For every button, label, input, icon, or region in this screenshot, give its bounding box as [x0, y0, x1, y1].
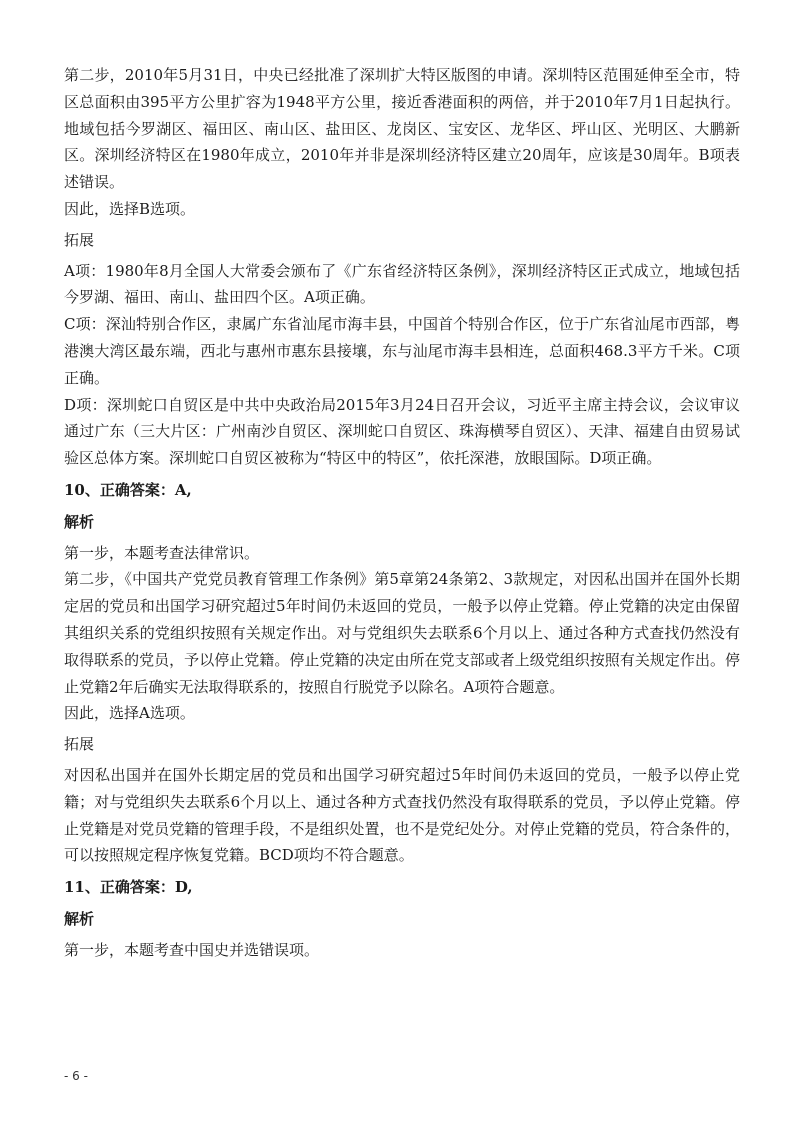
paragraph: D项：深圳蛇口自贸区是中共中央政治局2015年3月24日召开会议，习近平主席主持会议，会议审议通过广东（三大片区：广州南沙自贸区、深圳蛇口自贸区、珠海横琴自贸区）、天津、福建自由贸易试验区总体方案。深圳蛇口自贸区被称为“特区中的特区”，依托深港，放眼国际。D项正确。	[64, 395, 740, 468]
paragraph: 因此，选择A选项。	[64, 704, 195, 723]
paragraph: 第二步，《中国共产党党员教育管理工作条例》第5章第24条第2、3款规定，对因私出国并在国外长期定居的党员和出国学习研究超过5年时间仍未返回的党员，一般予以停止党籍。停止党籍的决定由保留其组织关系的党组织按照有关规定作出。对与党组织失去联系6个月以上、通过各种方式查找仍然没有取得联系的党员，予以停止党籍。停止党籍的决定由所在党支部或者上级党组织按照有关规定作出。停止党籍2年后确实无法取得联系的，按照自行脱党予以除名。A项符合题意。	[64, 570, 740, 696]
section-label: 拓展	[64, 735, 95, 754]
paragraph: 第一步，本题考查中国史并选错误项。	[64, 940, 320, 959]
section-label: 拓展	[64, 230, 95, 249]
section-heading: 解析	[64, 512, 95, 531]
page-number: - 6 -	[64, 1069, 88, 1083]
paragraph: 第二步，2010年5月31日，中央已经批准了深圳扩大特区版图的申请。深圳特区范围延伸至全市，特区总面积由395平方公里扩容为1948平方公里，接近香港面积的两倍，并于2010年7月1日起执行。地域包括今罗湖区、福田区、南山区、盐田区、龙岗区、宝安区、龙华区、坪山区、光明区、大鹏新区。深圳经济特区在1980年成立，2010年并非是深圳经济特区建立20周年，应该是30周年。B项表述错误。	[64, 66, 740, 192]
paragraph: 对因私出国并在国外长期定居的党员和出国学习研究超过5年时间仍未返回的党员，一般予以停止党籍；对与党组织失去联系6个月以上、通过各种方式查找仍然没有取得联系的党员，予以停止党籍。停止党籍是对党员党籍的管理手段，不是组织处置，也不是党纪处分。对停止党籍的党员，符合条件的，可以按照规定程序恢复党籍。BCD项均不符合题意。	[64, 765, 740, 865]
paragraph: 因此，选择B选项。	[64, 199, 196, 218]
section-heading: 解析	[64, 909, 95, 928]
paragraph: 第一步，本题考查法律常识。	[64, 543, 260, 562]
document-body	[64, 62, 740, 964]
paragraph: C项：深汕特别合作区，隶属广东省汕尾市海丰县，中国首个特别合作区，位于广东省汕尾市西部，粤港澳大湾区最东端，西北与惠州市惠东县接壤，东与汕尾市海丰县相连，总面积468.3平方千米。C项正确。	[64, 315, 740, 387]
paragraph: A项：1980年8月全国人大常委会颁布了《广东省经济特区条例》，深圳经济特区正式成立，地域包括今罗湖、福田、南山、盐田四个区。A项正确。	[64, 261, 740, 307]
section-heading: 10、正确答案：A,	[64, 480, 192, 499]
section-heading: 11、正确答案：D,	[64, 878, 193, 897]
